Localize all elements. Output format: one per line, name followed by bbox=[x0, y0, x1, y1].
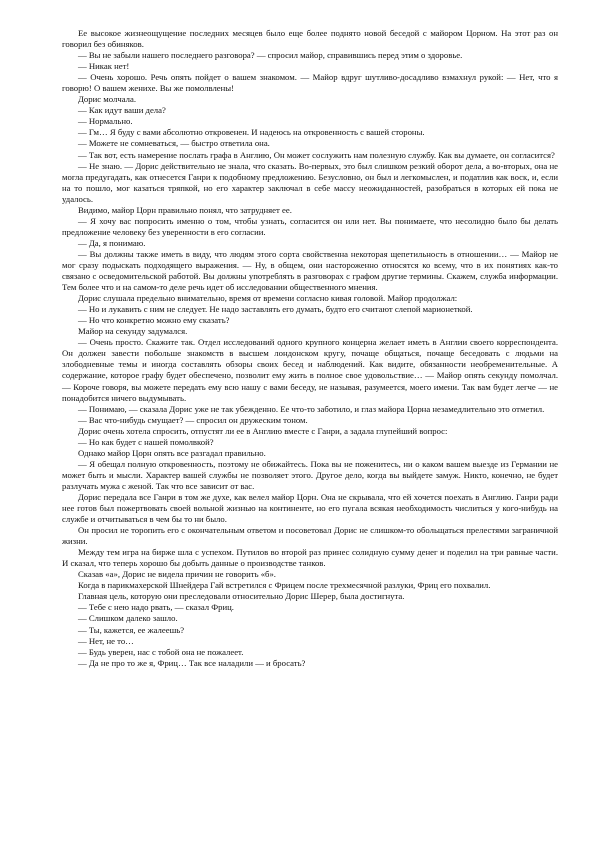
paragraph: — Очень хорошо. Речь опять пойдет о вашем знакомом. — Майор вдруг шутливо-досадливо взмахнул рукой: — Нет, что я говорю! О вашем женихе. Вы же помолвлены! bbox=[62, 72, 558, 94]
paragraph: Дорис очень хотела спросить, отпустят ли ее в Англию вместе с Ганри, а задала глупейший вопрос: bbox=[78, 425, 448, 436]
paragraph: — Нет, не то… bbox=[78, 635, 134, 646]
paragraph: — Ты, кажется, ее жалеешь? bbox=[78, 624, 185, 635]
paragraph: Дорис передала все Ганри в том же духе, как велел майор Цорн. Она не скрывала, что ей хочется поехать в Англию. Ганри ради нее готов был пожертвовать своей вольной жизнью на континенте, но его пугала всякая необходимость числиться у кого-нибудь на службе и отчитываться в чем бы то ни было. bbox=[62, 491, 558, 525]
paragraph: Между тем игра на бирже шла с успехом. Путилов во второй раз принес солидную сумму денег и поделил на три равные части. И сказал, что теперь хорошо бы добыть данные о производстве танков. bbox=[62, 547, 558, 569]
paragraph: — Слишком далеко зашло. bbox=[78, 613, 178, 624]
paragraph: — Нормально. bbox=[78, 116, 133, 127]
paragraph: Когда в парикмахерской Шнейдера Гай встретился с Фрицем после трехмесячной разлуки, Фриц его похвалил. bbox=[78, 580, 491, 591]
paragraph: — Но что конкретно можно ему сказать? bbox=[78, 315, 230, 326]
paragraph: Ее высокое жизнеощущение последних месяцев было еще более поднято новой беседой с майором Цорном. На этот раз он говорил без обиняков. bbox=[62, 28, 558, 50]
paragraph: — Будь уверен, нас с тобой она не пожалеет. bbox=[78, 646, 244, 657]
paragraph: — Да, я понимаю. bbox=[78, 237, 146, 248]
paragraph: — Очень просто. Скажите так. Отдел исследований одного крупного концерна желает иметь в Англии своего корреспондента. Он должен завести побольше знакомств в высшем лондонском кругу, почаще общаться, почаще беседовать с людьми на злободневные темы и иногда составлять обзоры своих бесед и наблюдений. Как видите, обязанности необременительные. А содержание, которое графу будет обеспечено, позволит ему жить в полное свое удовольствие… — Майор опять секунду помолчал. — Короче говоря, вы можете передать ему всю нашу с вами беседу, не называя, разумеется, моего имени. Так вам будет легче — не понадобится ничего выдумывать. bbox=[62, 337, 558, 403]
paragraph: Видимо, майор Цорн правильно понял, что затрудняет ее. bbox=[78, 204, 292, 215]
paragraph: Главная цель, которую они преследовали относительно Дорис Шерер, была достигнута. bbox=[78, 591, 405, 602]
paragraph: — Да не про то же я, Фриц… Так все наладили — и бросать? bbox=[78, 657, 306, 668]
paragraph: — Так вот, есть намерение послать графа в Англию, Он может сослужить нам полезную службу. Как вы думаете, он согласится? bbox=[78, 149, 555, 160]
paragraph: — Вы не забыли нашего последнего разговора? — спросил майор, справившись перед этим о здоровье. bbox=[78, 50, 463, 61]
paragraph: — Но и лукавить с ним не следует. Не надо заставлять его думать, будто его считают слепой марионеткой. bbox=[78, 304, 473, 315]
paragraph: — Я хочу вас попросить именно о том, чтобы узнать, согласится он или нет. Вы понимаете, что несолидно было бы делать предложение человеку без уверенности в его согласии. bbox=[62, 215, 558, 237]
paragraph: Он просил не торопить его с окончательным ответом и посоветовал Дорис не слишком-то обольщаться прелестями заграничной жизни. bbox=[62, 525, 558, 547]
paragraph: Сказав «а», Дорис не видела причин не говорить «б». bbox=[78, 569, 276, 580]
paragraph: — Вас что-нибудь смущает? — спросил он дружеским тоном. bbox=[78, 414, 308, 425]
paragraph: — Вы должны также иметь в виду, что людям этого сорта свойственна некоторая щепетильность в отношении… — Майор не мог сразу подыскать подходящего выражения. — Ну, в общем, они настороженно относятся ко всему, что в их понятиях как-то связано с осведомительской работой. Вы должны употреблять в разговорах с графом другие термины. Скажем, служба информации. Тем более что и на самом-то деле речь идет об исследовании общественного мнения. bbox=[62, 248, 558, 293]
paragraph: — Я обещал полную откровенность, поэтому не обижайтесь. Пока вы не поженитесь, ни о каком вашем выезде из Германии не может быть и мысли. Характер вашей службы не позволяет этого. Другое дело, когда вы выйдете замуж. Никто, конечно, не будет разлучать мужа с женой. Так что все зависит от вас. bbox=[62, 458, 558, 491]
paragraph: Дорис молчала. bbox=[78, 94, 137, 105]
paragraph: Майор на секунду задумался. bbox=[78, 326, 188, 337]
paragraph: Дорис слушала предельно внимательно, время от времени согласно кивая головой. Майор продолжал: bbox=[78, 293, 458, 304]
paragraph: — Можете не сомневаться, — быстро ответила она. bbox=[78, 138, 270, 149]
paragraph: Однако майор Цорн опять все разгадал правильно. bbox=[78, 447, 266, 458]
paragraph: — Как идут ваши дела? bbox=[78, 105, 166, 116]
paragraph: — Гм… Я буду с вами абсолютно откровенен. И надеюсь на откровенность с вашей стороны. bbox=[78, 127, 425, 138]
paragraph: — Не знаю. — Дорис действительно не знала, что сказать. Во-первых, это был слишком резкий оборот дела, а во-вторых, она не могла предугадать, как отнесется Ганри к подобному предложению. Безусловно, он был и легкомыслен, и податлив как воск, и, если на то пошло, мог казаться тряпкой, но его характер заключал в себе массу неожиданностей, разобраться в которых ей пока не удалось. bbox=[62, 160, 558, 204]
paragraph: — Но как будет с нашей помолвкой? bbox=[78, 436, 214, 447]
paragraph: — Понимаю, — сказала Дорис уже не так убежденно. Ее что-то заботило, и глаз майора Цорна незамедлительно это отметил. bbox=[78, 403, 545, 414]
paragraph: — Тебе с нею надо рвать, — сказал Фриц. bbox=[78, 602, 234, 613]
paragraph: — Никак нет! bbox=[78, 61, 130, 72]
